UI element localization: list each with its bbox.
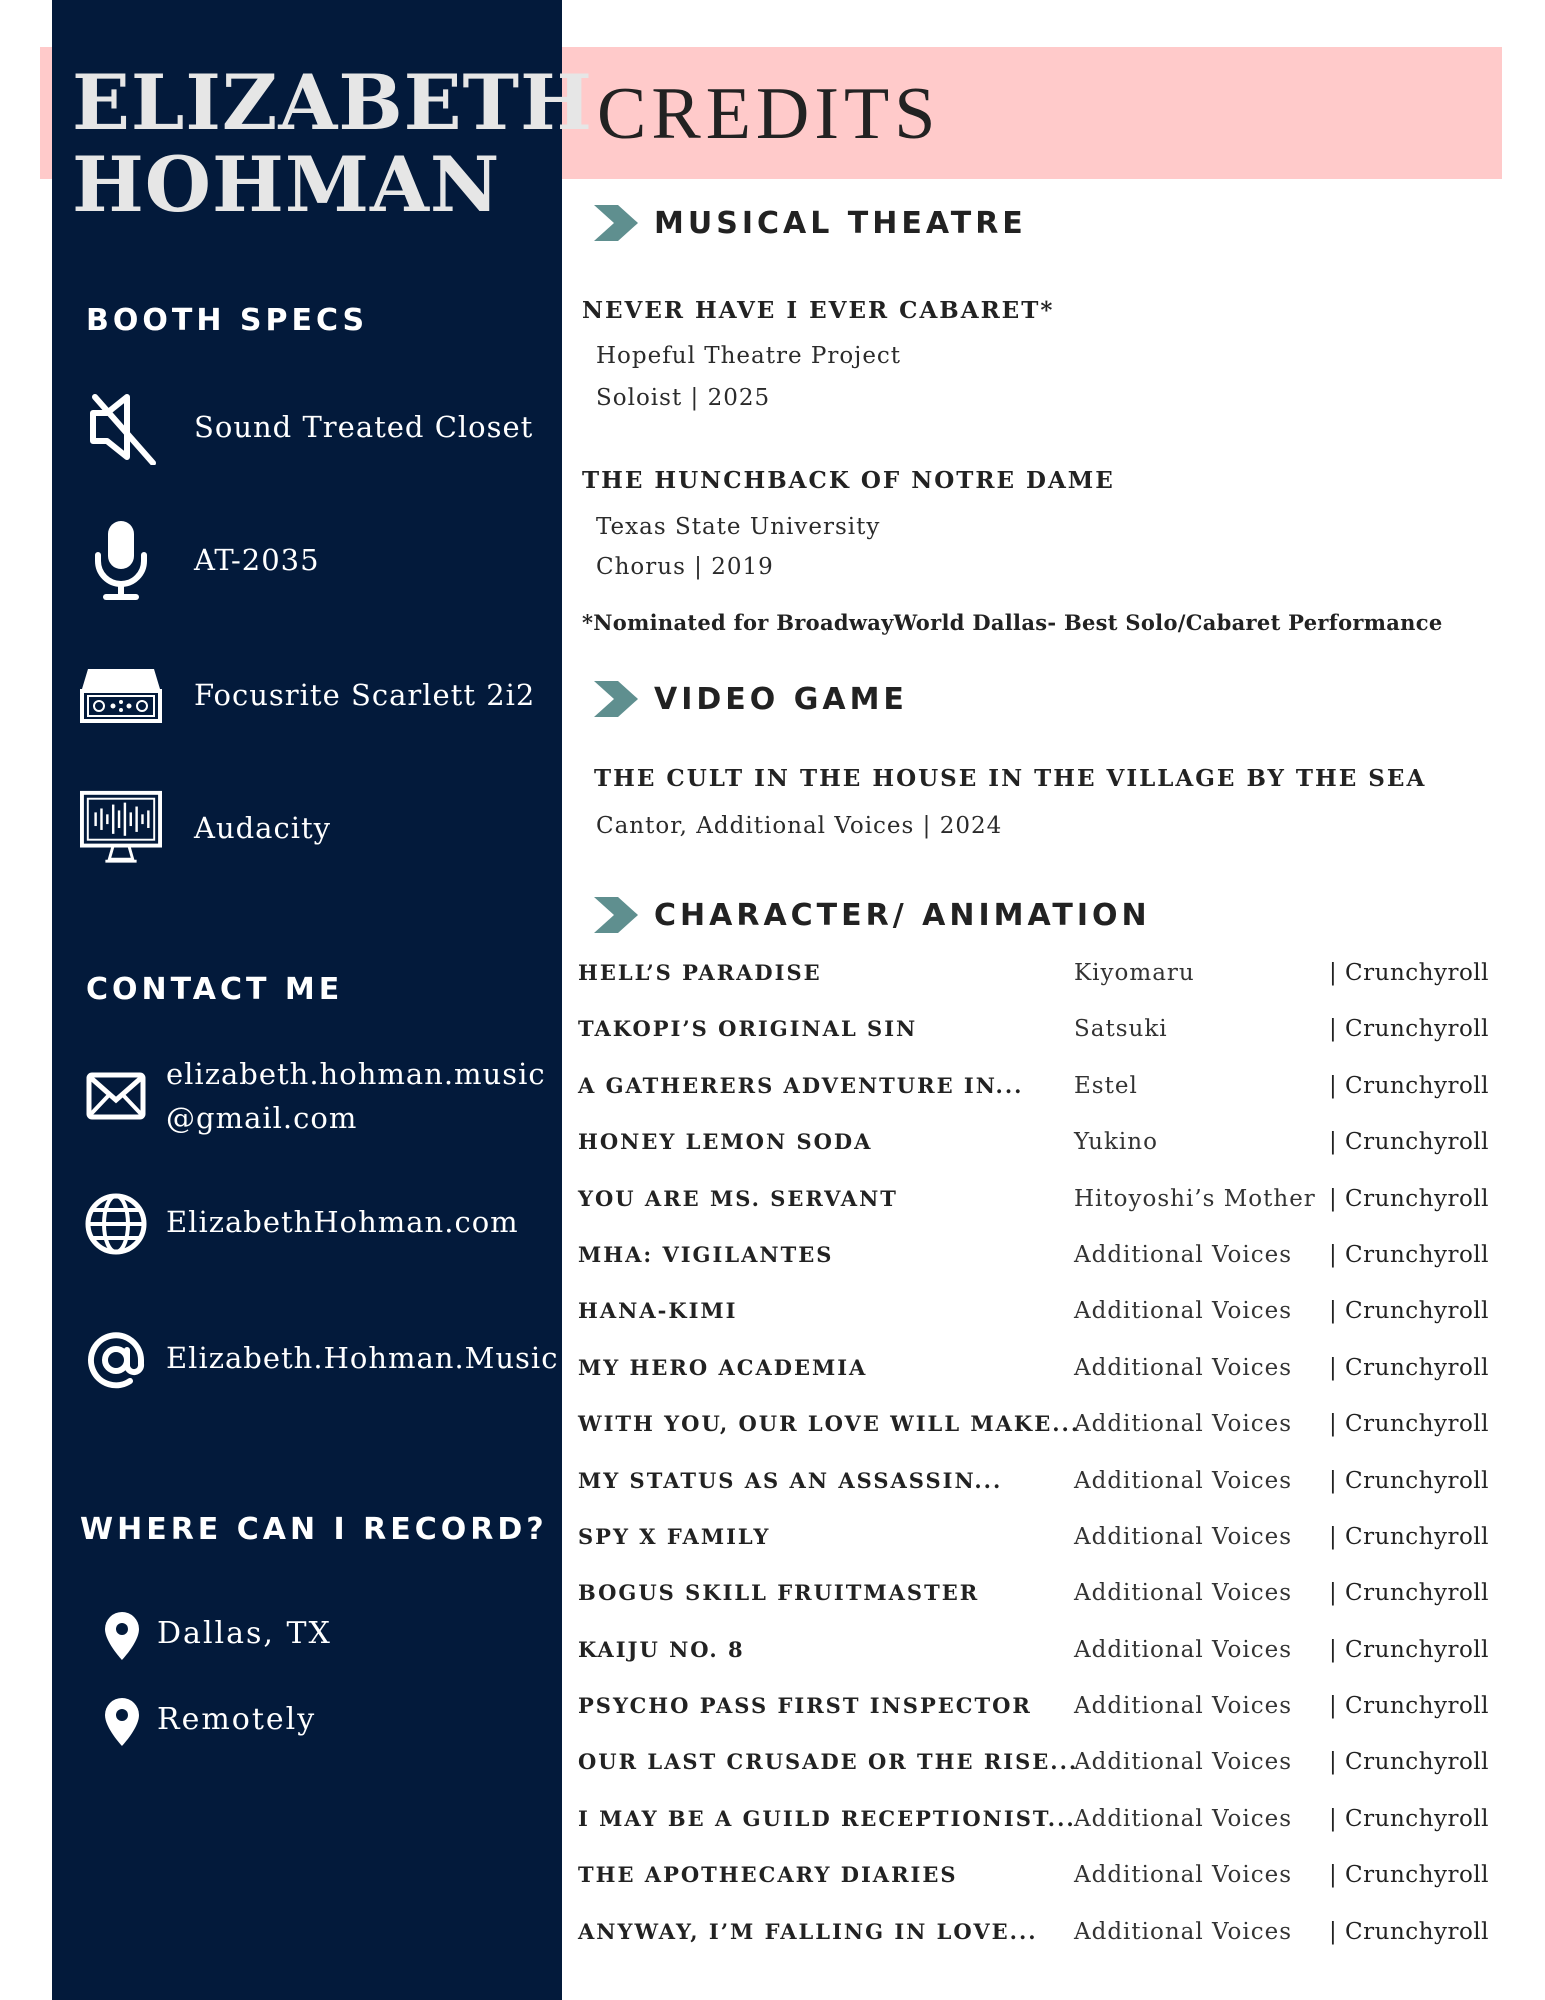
production-company: Texas State University [596, 514, 881, 540]
studio-name: | Crunchyroll [1329, 1129, 1490, 1156]
studio-name: | Crunchyroll [1329, 1185, 1490, 1212]
show-title: WITH YOU, OUR LOVE WILL MAKE... [578, 1411, 1081, 1437]
studio-name: | Crunchyroll [1329, 1467, 1490, 1494]
video-game-section-header [594, 674, 908, 724]
role-name: Additional Voices [1074, 1354, 1293, 1381]
section-title: CHARACTER/ ANIMATION [654, 897, 1151, 933]
studio-name: | Crunchyroll [1329, 1523, 1490, 1550]
spec-item-sound-closet [80, 382, 534, 472]
microphone-icon [80, 519, 162, 601]
globe-icon [84, 1192, 148, 1260]
candidate-name [72, 58, 593, 229]
map-pin-icon [105, 1612, 139, 1664]
map-pin-icon [105, 1698, 139, 1750]
show-title: ANYWAY, I’M FALLING IN LOVE... [578, 1918, 1038, 1944]
show-title: HONEY LEMON SODA [578, 1129, 873, 1155]
production-title: THE HUNCHBACK OF NOTRE DAME [582, 467, 1115, 494]
record-location-heading: WHERE CAN I RECORD? [80, 1512, 548, 1547]
show-title: I MAY BE A GUILD RECEPTIONIST... [578, 1805, 1076, 1831]
show-title: OUR LAST CRUSADE OR THE RISE... [578, 1749, 1079, 1775]
show-title: YOU ARE MS. SERVANT [578, 1185, 898, 1211]
role-name: Additional Voices [1074, 1411, 1293, 1438]
studio-name: | Crunchyroll [1329, 1693, 1490, 1720]
table-row [578, 1355, 1498, 1411]
monitor-waveform-icon [80, 787, 162, 869]
table-row [578, 1298, 1498, 1354]
role-name: Additional Voices [1074, 1749, 1293, 1776]
studio-name: | Crunchyroll [1329, 1862, 1490, 1889]
role-name: Additional Voices [1074, 1580, 1293, 1607]
animation-section-header [594, 890, 1151, 940]
studio-name: | Crunchyroll [1329, 1298, 1490, 1325]
table-row [578, 1016, 1498, 1072]
table-row [578, 1242, 1498, 1298]
chevron-right-icon [594, 203, 640, 243]
chevron-right-icon [594, 679, 640, 719]
show-title: HANA-KIMI [578, 1298, 738, 1324]
at-sign-icon [84, 1328, 148, 1396]
show-title: MY STATUS AS AN ASSASSIN... [578, 1467, 1003, 1493]
table-row [578, 1806, 1498, 1862]
table-row [578, 1411, 1498, 1467]
role-name: Satsuki [1074, 1016, 1168, 1043]
table-row [578, 1524, 1498, 1580]
role-name: Estel [1074, 1072, 1138, 1099]
role-name: Additional Voices [1074, 1523, 1293, 1550]
studio-name: | Crunchyroll [1329, 1636, 1490, 1663]
studio-name: | Crunchyroll [1329, 1016, 1490, 1043]
game-title: THE CULT IN THE HOUSE IN THE VILLAGE BY THE SEA [594, 765, 1427, 792]
spec-item-microphone [80, 515, 320, 605]
show-title: MY HERO ACADEMIA [578, 1354, 868, 1380]
studio-name: | Crunchyroll [1329, 1918, 1490, 1945]
spec-label: Focusrite Scarlett 2i2 [194, 678, 536, 712]
musical-theatre-section-header [594, 198, 1027, 248]
nomination-note: *Nominated for BroadwayWorld Dallas- Best Solo/Cabaret Performance [582, 610, 1443, 635]
spec-item-software [80, 783, 332, 873]
role-name: Additional Voices [1074, 1241, 1293, 1268]
table-row [578, 1468, 1498, 1524]
muted-speaker-icon [80, 386, 162, 468]
show-title: THE APOTHECARY DIARIES [578, 1862, 958, 1888]
production-title: NEVER HAVE I EVER CABARET* [582, 297, 1055, 324]
booth-specs-heading: BOOTH SPECS [86, 303, 369, 338]
website-text: ElizabethHohman.com [166, 1205, 519, 1239]
show-title: SPY X FAMILY [578, 1523, 771, 1549]
animation-credits-table [578, 960, 1498, 1975]
production-role-year: Soloist | 2025 [596, 385, 771, 411]
table-row [578, 1186, 1498, 1242]
production-company: Hopeful Theatre Project [596, 343, 902, 369]
table-row [578, 1749, 1498, 1805]
credits-title: CREDITS [597, 73, 941, 155]
social-handle-text: Elizabeth.Hohman.Music [166, 1341, 559, 1375]
show-title: PSYCHO PASS FIRST INSPECTOR [578, 1693, 1032, 1719]
table-row [578, 1919, 1498, 1975]
game-role-year: Cantor, Additional Voices | 2024 [596, 813, 1003, 839]
show-title: A GATHERERS ADVENTURE IN... [578, 1072, 1024, 1098]
role-name: Additional Voices [1074, 1862, 1293, 1889]
role-name: Kiyomaru [1074, 960, 1195, 986]
role-name: Additional Voices [1074, 1298, 1293, 1325]
studio-name: | Crunchyroll [1329, 1354, 1490, 1381]
contact-heading: CONTACT ME [86, 972, 344, 1007]
audio-interface-icon [80, 654, 162, 736]
section-title: VIDEO GAME [654, 681, 908, 717]
spec-item-interface [80, 650, 536, 740]
studio-name: | Crunchyroll [1329, 960, 1490, 986]
last-name: HOHMAN [72, 140, 501, 229]
header-accent-left [40, 47, 52, 179]
role-name: Additional Voices [1074, 1918, 1293, 1945]
show-title: HELL’S PARADISE [578, 960, 822, 985]
table-row [578, 1129, 1498, 1185]
section-title: MUSICAL THEATRE [654, 205, 1027, 241]
role-name: Additional Voices [1074, 1693, 1293, 1720]
spec-label: Audacity [194, 811, 332, 845]
location-label: Remotely [157, 1702, 317, 1737]
studio-name: | Crunchyroll [1329, 1580, 1490, 1607]
table-row [578, 1580, 1498, 1636]
location-label: Dallas, TX [157, 1616, 332, 1651]
role-name: Additional Voices [1074, 1636, 1293, 1663]
table-row [578, 1693, 1498, 1749]
studio-name: | Crunchyroll [1329, 1411, 1490, 1438]
role-name: Hitoyoshi’s Mother [1074, 1185, 1316, 1212]
studio-name: | Crunchyroll [1329, 1749, 1490, 1776]
show-title: MHA: VIGILANTES [578, 1241, 834, 1267]
studio-name: | Crunchyroll [1329, 1805, 1490, 1832]
role-name: Additional Voices [1074, 1805, 1293, 1832]
spec-label: Sound Treated Closet [194, 410, 534, 444]
role-name: Yukino [1074, 1129, 1158, 1156]
studio-name: | Crunchyroll [1329, 1072, 1490, 1099]
show-title: BOGUS SKILL FRUITMASTER [578, 1580, 980, 1606]
email-line-2: @gmail.com [166, 1101, 358, 1135]
envelope-icon [86, 1072, 146, 1124]
production-role-year: Chorus | 2019 [596, 554, 774, 580]
role-name: Additional Voices [1074, 1467, 1293, 1494]
show-title: TAKOPI’S ORIGINAL SIN [578, 1016, 918, 1042]
table-row [578, 1637, 1498, 1693]
table-row [578, 1862, 1498, 1918]
table-row [578, 960, 1498, 1016]
studio-name: | Crunchyroll [1329, 1241, 1490, 1268]
chevron-right-icon [594, 895, 640, 935]
first-name: ELIZABETH [72, 58, 593, 147]
table-row [578, 1073, 1498, 1129]
show-title: KAIJU NO. 8 [578, 1636, 745, 1662]
email-line-1: elizabeth.hohman.music [166, 1057, 546, 1091]
spec-label: AT-2035 [194, 543, 320, 577]
